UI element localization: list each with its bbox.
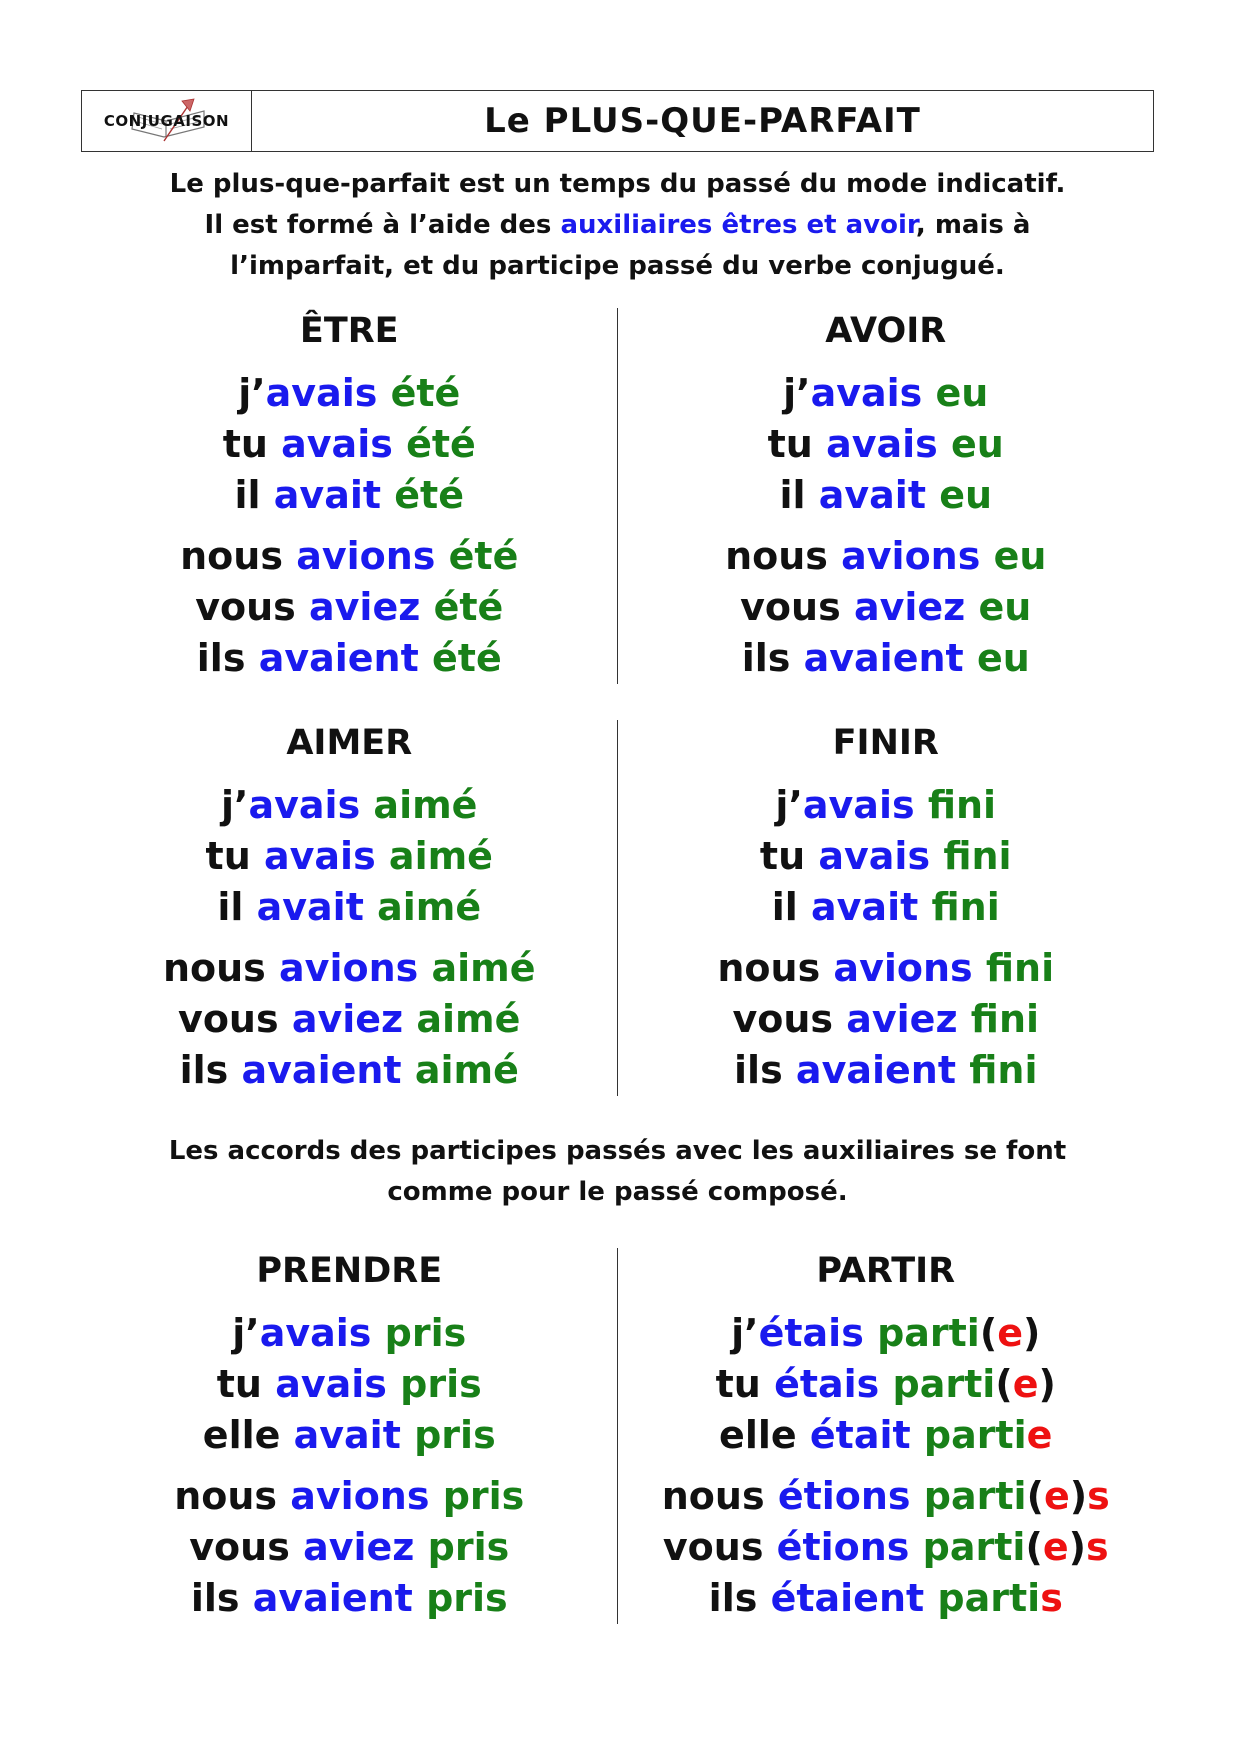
conjugation-segment: j’ [232,1311,260,1355]
conjugation-line [81,1522,618,1573]
conjugation-segment: avait [818,473,926,517]
conjugation-line [618,1410,1155,1461]
verb-card [81,308,618,684]
conjugation-line [81,1308,618,1359]
verb-card [618,720,1155,1096]
conjugation-segment [403,997,416,1041]
conjugation-segment: ils [190,1576,253,1620]
agreement-note [81,1131,1154,1213]
conjugation-segment: avais [265,371,378,415]
conjugation-segment: été [433,585,504,629]
conjugation-segment: e [1012,1362,1039,1406]
conjugation-segment: étaient [770,1576,925,1620]
conjugation-line [618,1359,1155,1410]
conjugation-segment [926,473,939,517]
conjugation-segment: j’ [775,783,803,827]
conjugation-line [81,1573,618,1624]
conjugation-segment [414,1525,427,1569]
conjugation-segment [915,783,928,827]
column-divider [617,720,618,1096]
conjugation-segment: tu [222,422,282,466]
conjugation-segment: j’ [731,1311,759,1355]
conjugation-line [81,1471,618,1522]
conjugation-segment [879,1362,892,1406]
conjugation-line [618,882,1155,933]
conjugation-segment [938,422,951,466]
conjugation-segment: j’ [783,371,811,415]
conjugation-segment: nous [661,1474,778,1518]
verb-pair-1 [81,308,1154,684]
conjugation-segment: avait [811,885,919,929]
conjugation-segment [402,1048,415,1092]
conjugation-segment: avions [841,534,981,578]
conjugation-segment: ils [179,1048,242,1092]
conjugation-segment: s [1085,1525,1109,1569]
conjugation-segment [922,371,935,415]
conjugation-segment [381,473,394,517]
conjugation-segment: parti [877,1311,980,1355]
verb-name: AVOIR [825,311,947,351]
conjugation-line [81,882,618,933]
conjugation-segment: aviez [846,997,958,1041]
conjugation-line [81,831,618,882]
conjugation-line [81,1045,618,1096]
conjugation-segment: ils [741,636,804,680]
verb-name: AIMER [286,723,413,763]
conjugaison-logo [82,91,252,151]
conjugation-line [618,1045,1155,1096]
conjugation-segment: e [1042,1525,1069,1569]
conjugation-line [618,943,1155,994]
conjugation-segment [930,834,943,878]
conjugation-segment: s [1087,1474,1110,1518]
conjugation-segment: parti [922,1525,1026,1569]
conjugation-segment: avais [826,422,938,466]
conjugation-segment [413,1576,426,1620]
conjugation-line [81,531,618,582]
conjugation-segment: tu [205,834,264,878]
conjugation-segment: parti [892,1362,996,1406]
conjugation-line [618,1308,1155,1359]
conjugation-segment: nous [717,946,834,990]
conjugation-segment: ils [196,636,259,680]
conjugation-segment [387,1362,400,1406]
conjugation-line [81,368,618,419]
conjugation-line [81,943,618,994]
conjugation-segment: avait [273,473,382,517]
intro-paragraph [81,164,1154,287]
conjugation-line [618,633,1155,684]
conjugation-segment: avais [259,1311,372,1355]
conjugation-line [618,531,1155,582]
conjugation-segment: eu [935,371,989,415]
conjugation-segment: avaient [252,1576,413,1620]
conjugation-segment: vous [662,1525,777,1569]
conjugation-segment [924,1576,937,1620]
conjugation-segment: e [1043,1474,1070,1518]
conjugation-segment: aviez [303,1525,415,1569]
conjugation-segment: nous [162,946,280,990]
column-divider [617,308,618,684]
conjugation-segment: ) [1038,1362,1056,1406]
conjugation-segment: fini [943,834,1012,878]
conjugation-line [618,1522,1155,1573]
conjugation-segment: aimé [388,834,493,878]
conjugation-segment: il [771,885,812,929]
page-title: Le PLUS-QUE-PARFAIT [484,101,921,141]
conjugation-segment [918,885,931,929]
conjugation-segment: ) [1023,1311,1041,1355]
conjugation-segment [973,946,986,990]
conjugation-segment: ( [1025,1525,1043,1569]
conjugation-segment: avaient [795,1048,956,1092]
conjugation-segment: aimé [377,885,482,929]
conjugation-line [81,994,618,1045]
conjugation-segment: étais [758,1311,864,1355]
conjugation-segment: eu [993,534,1047,578]
conjugation-line [81,582,618,633]
conjugation-line [81,633,618,684]
conjugation-segment: avions [833,946,973,990]
conjugation-segment: avais [281,422,393,466]
conjugation-line [618,780,1155,831]
conjugation-segment: j’ [221,783,249,827]
conjugation-segment: pris [400,1362,482,1406]
conjugation-segment: pris [384,1311,467,1355]
conjugation-segment: nous [174,1474,291,1518]
conjugation-segment: avait [293,1413,401,1457]
note-line-1: Les accords des participes passés avec les auxiliaires se font [168,1136,1067,1166]
conjugation-line [618,831,1155,882]
conjugation-segment: j’ [238,371,266,415]
conjugation-segment: ( [979,1311,998,1355]
auxiliaries-highlight: auxiliaires êtres et avoir [560,210,916,240]
intro-line-3: l’imparfait, et du participe passé du verbe conjugué. [230,251,1005,281]
conjugation-segment: avaient [258,636,419,680]
note-line-2: comme pour le passé composé. [387,1177,848,1207]
conjugation-segment: fini [985,946,1055,990]
conjugation-segment: avions [279,946,419,990]
conjugation-segment: pris [427,1525,510,1569]
conjugation-segment: ils [734,1048,796,1092]
conjugation-segment: ) [1068,1525,1086,1569]
conjugation-segment: aimé [414,1048,519,1092]
conjugation-segment: fini [970,997,1040,1041]
conjugation-segment [958,997,971,1041]
conjugation-segment: parti [937,1576,1041,1620]
conjugation-segment [420,585,433,629]
conjugation-segment: vous [732,997,847,1041]
conjugation-segment [435,534,448,578]
conjugation-line [618,994,1155,1045]
header-box [81,90,1154,152]
conjugation-segment: été [406,422,476,466]
conjugation-segment: étais [774,1362,880,1406]
conjugation-line [618,419,1155,470]
conjugation-segment: avaient [803,636,964,680]
conjugation-segment: avais [818,834,931,878]
conjugation-segment: avaient [241,1048,402,1092]
column-divider [617,1248,618,1624]
conjugation-segment [401,1413,414,1457]
conjugation-segment [376,834,389,878]
conjugation-segment: ( [1026,1474,1044,1518]
conjugation-segment: été [448,534,519,578]
logo-text: CONJUGAISON [103,112,230,130]
conjugation-segment: pris [442,1474,525,1518]
conjugation-line [618,1573,1155,1624]
conjugation-segment: parti [923,1413,1027,1457]
conjugation-segment: ( [995,1362,1013,1406]
conjugation-segment: eu [976,636,1030,680]
verb-pair-3 [81,1248,1154,1624]
conjugation-segment: aviez [309,585,421,629]
conjugation-line [618,1471,1155,1522]
intro-line-1: Le plus-que-parfait est un temps du passé du mode indicatif. [169,169,1066,199]
intro-line-2-start: Il est formé à l’aide des [204,210,561,240]
conjugation-segment: nous [725,534,842,578]
verb-name: ÊTRE [299,311,399,351]
conjugation-segment: été [390,371,461,415]
conjugation-segment: aimé [416,997,521,1041]
conjugation-segment [371,1311,384,1355]
conjugation-segment [956,1048,969,1092]
intro-line-2-end: , mais à [915,210,1031,240]
conjugation-segment [429,1474,442,1518]
conjugation-segment: nous [180,534,297,578]
conjugation-segment: fini [927,783,997,827]
conjugation-segment [419,636,432,680]
conjugation-segment: parti [923,1474,1027,1518]
conjugation-segment [911,1474,924,1518]
conjugation-segment: tu [759,834,819,878]
conjugation-segment: il [234,473,274,517]
conjugation-segment [980,534,993,578]
conjugation-segment: été [432,636,502,680]
conjugation-segment: vous [740,585,854,629]
conjugation-segment: aviez [291,997,404,1041]
conjugation-line [81,419,618,470]
conjugation-segment: elle [719,1413,810,1457]
conjugation-segment: ) [1069,1474,1088,1518]
conjugation-line [81,780,618,831]
conjugation-segment: fini [931,885,1000,929]
conjugation-segment: avions [290,1474,430,1518]
conjugation-segment: aimé [373,783,478,827]
conjugation-segment: été [394,473,464,517]
conjugation-segment [864,1311,877,1355]
conjugation-segment: il [217,885,257,929]
conjugation-line [81,1410,618,1461]
conjugation-segment: avais [810,371,923,415]
conjugation-segment: elle [202,1413,294,1457]
conjugation-segment: aimé [431,946,536,990]
verb-name: PARTIR [816,1251,956,1291]
conjugation-segment: e [1026,1413,1053,1457]
conjugation-segment: avais [263,834,376,878]
verb-name: FINIR [832,723,939,763]
conjugation-segment: étions [776,1525,910,1569]
conjugation-segment: s [1040,1576,1063,1620]
verb-card [618,1248,1155,1624]
verb-pair-2 [81,720,1154,1096]
conjugation-segment: tu [216,1362,276,1406]
conjugation-segment: eu [951,422,1004,466]
verb-card [81,1248,618,1624]
conjugation-segment [964,636,977,680]
verb-name: PRENDRE [256,1251,443,1291]
conjugation-segment: pris [414,1413,496,1457]
conjugation-segment [418,946,431,990]
conjugation-segment: était [809,1413,911,1457]
conjugation-segment: tu [715,1362,775,1406]
conjugation-segment: étions [777,1474,911,1518]
conjugation-segment: eu [978,585,1032,629]
conjugation-segment [909,1525,922,1569]
verb-card [618,308,1155,684]
conjugation-segment: eu [939,473,993,517]
conjugation-line [618,470,1155,521]
verb-card [81,720,618,1096]
conjugation-segment: aviez [853,585,966,629]
conjugation-segment: vous [189,1525,304,1569]
conjugation-segment: il [779,473,819,517]
intro-line-2 [81,205,1154,246]
conjugation-segment: fini [969,1048,1038,1092]
conjugation-line [81,1359,618,1410]
conjugation-segment: avais [802,783,915,827]
conjugation-segment [911,1413,924,1457]
conjugation-segment: tu [767,422,827,466]
conjugation-segment [364,885,377,929]
conjugation-segment: e [997,1311,1023,1355]
conjugation-line [618,368,1155,419]
conjugation-segment: avait [256,885,364,929]
conjugation-segment: pris [426,1576,508,1620]
conjugation-segment: ils [708,1576,771,1620]
conjugation-line [81,470,618,521]
conjugation-segment: vous [195,585,309,629]
conjugation-segment [965,585,978,629]
conjugation-segment [360,783,373,827]
conjugation-segment: vous [178,997,292,1041]
conjugation-segment [393,422,406,466]
conjugation-segment: avais [275,1362,387,1406]
conjugation-segment [377,371,390,415]
conjugation-segment: avais [248,783,361,827]
conjugation-line [618,582,1155,633]
conjugation-segment: avions [296,534,436,578]
